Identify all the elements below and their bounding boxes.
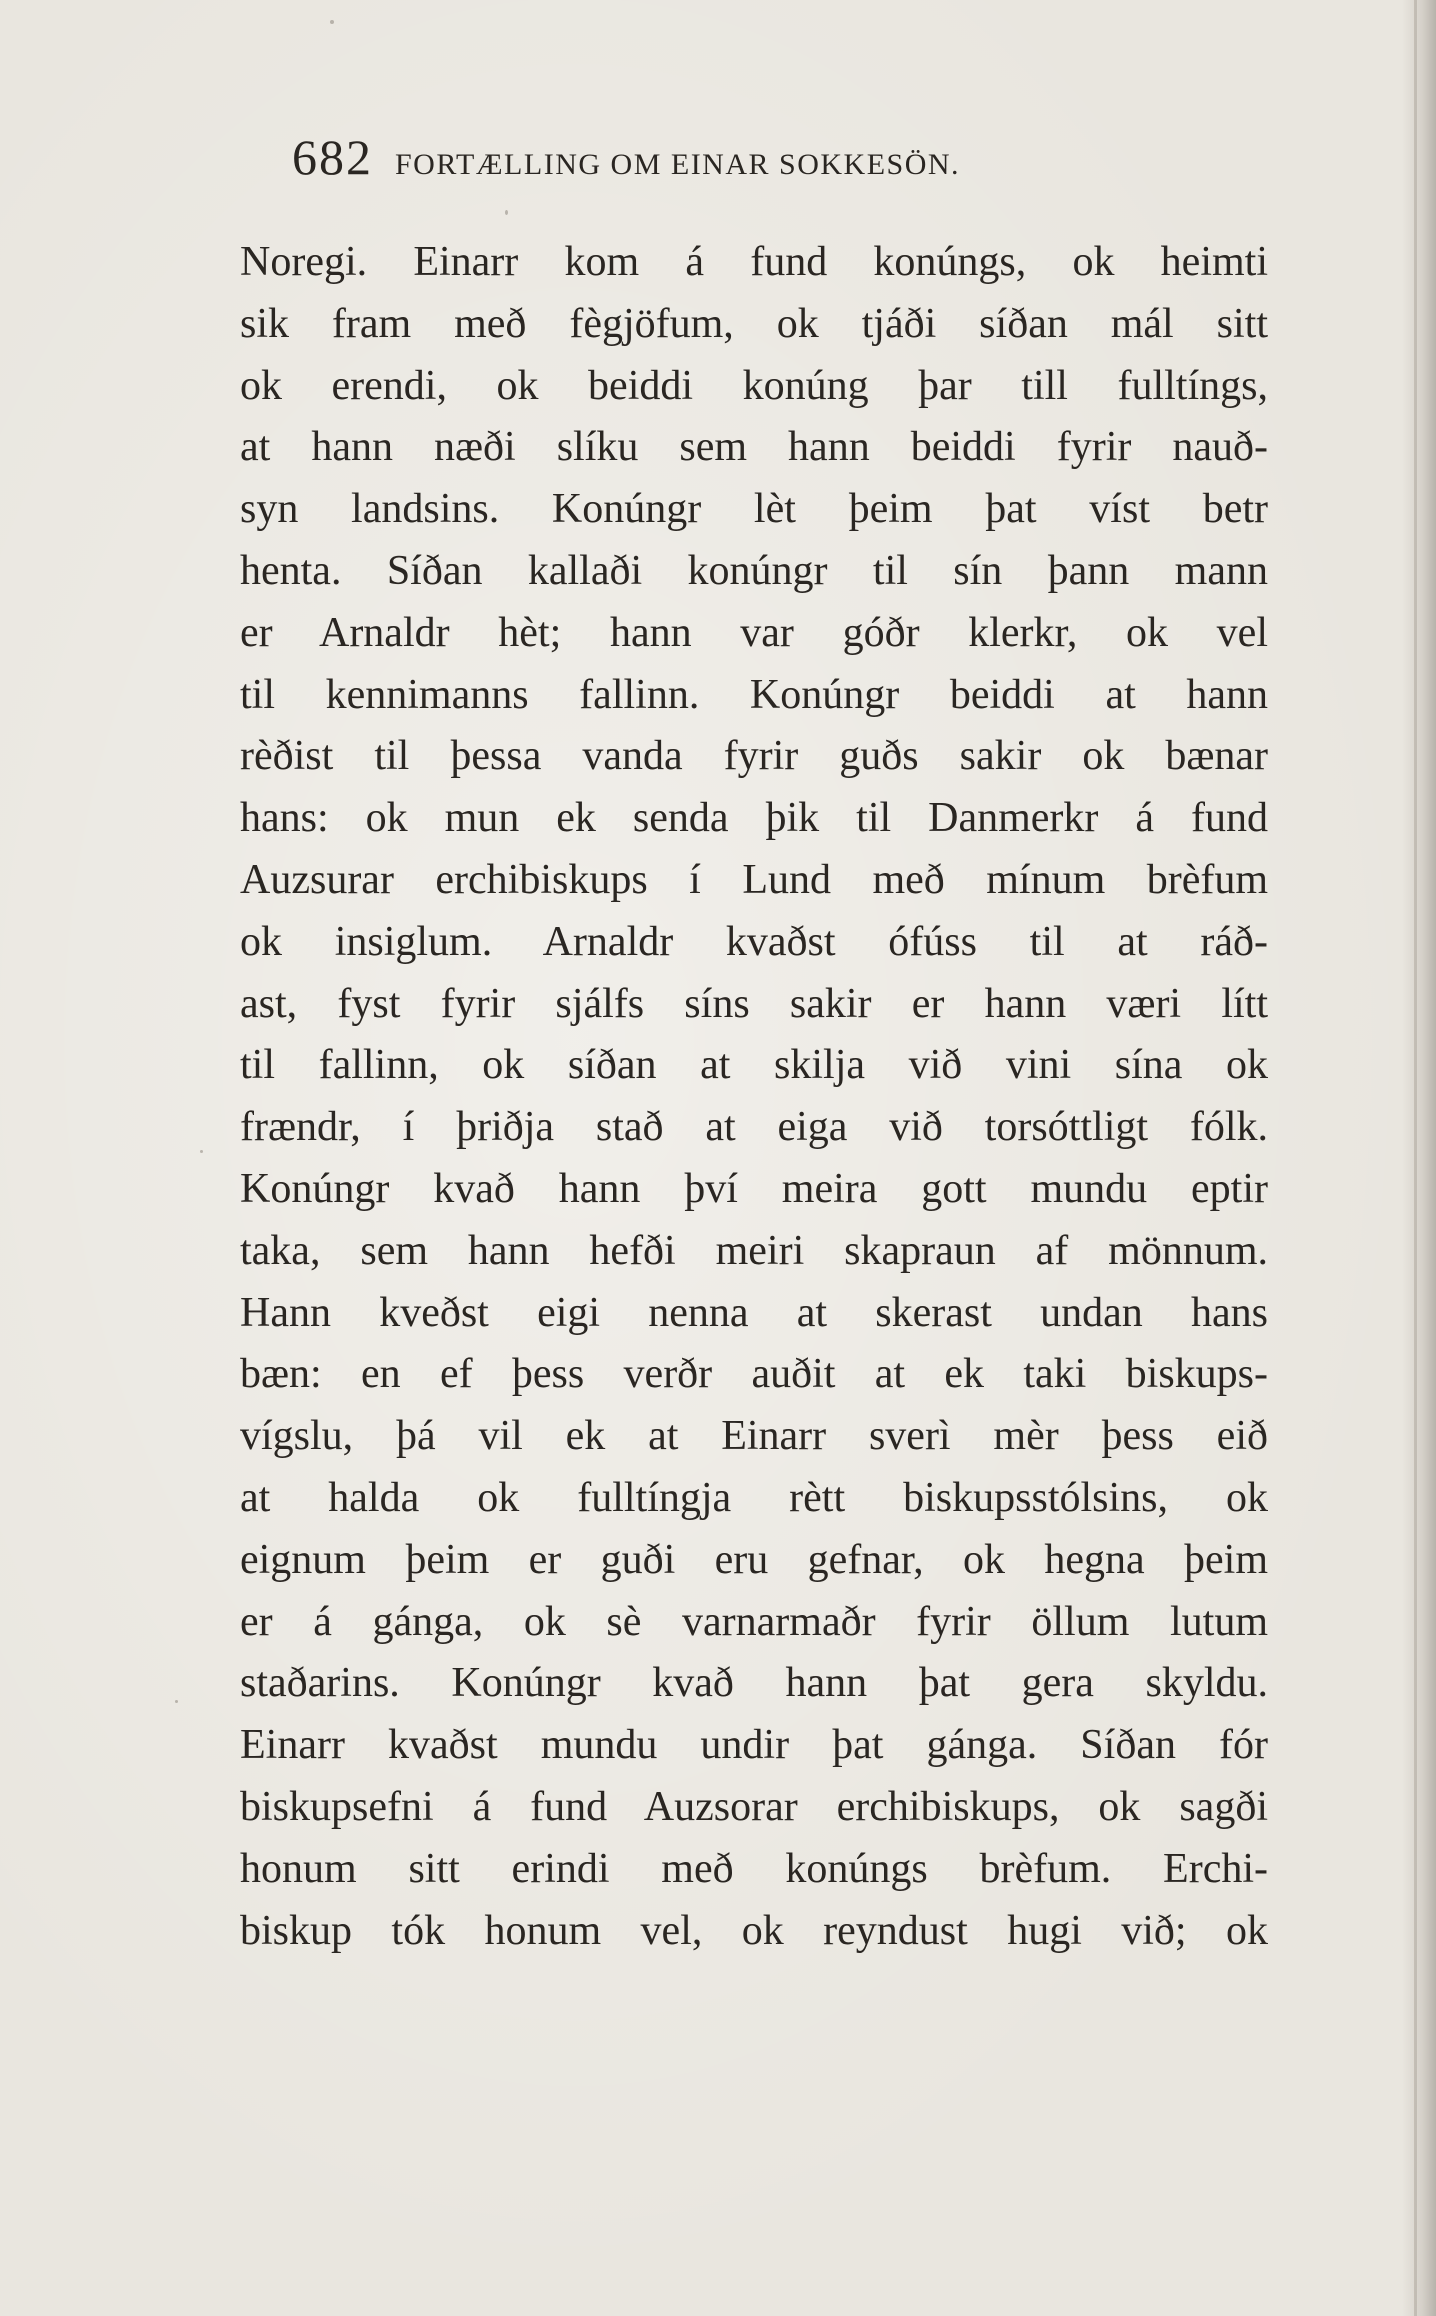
text-line: sik fram með fègjöfum, ok tjáði síðan mál sitt: [240, 300, 1268, 347]
paper-speck: [200, 1150, 203, 1153]
text-line: at hann næði slíku sem hann beiddi fyrir nauð-: [240, 424, 1268, 471]
text-line: frændr, í þriðja stað at eiga við torsóttligt fólk.: [240, 1104, 1268, 1151]
text-line: til fallinn, ok síðan at skilja við vini sína ok: [240, 1042, 1268, 1089]
text-line: vígslu, þá vil ek at Einarr sverì mèr þess eið: [240, 1413, 1268, 1460]
text-line: er á gánga, ok sè varnarmaðr fyrir öllum lutum: [240, 1598, 1268, 1645]
text-line: taka, sem hann hefði meiri skapraun af mönnum.: [240, 1227, 1268, 1274]
text-line: staðarins. Konúngr kvað hann þat gera skyldu.: [240, 1660, 1268, 1707]
text-line: Einarr kvaðst mundu undir þat gánga. Síðan fór: [240, 1722, 1268, 1769]
paper-speck: [330, 20, 334, 24]
running-title: FORTÆLLING OM EINAR SOKKESÖN.: [395, 148, 961, 181]
text-line: biskup tók honum vel, ok reyndust hugi við; ok: [240, 1907, 1268, 1954]
text-line: Auzsurar erchibiskups í Lund með mínum brèfum: [240, 856, 1268, 903]
text-line: Konúngr kvað hann því meira gott mundu eptir: [240, 1165, 1268, 1212]
paper-speck: [505, 210, 508, 215]
text-line: syn landsins. Konúngr lèt þeim þat víst betr: [240, 486, 1268, 533]
text-line: bæn: en ef þess verðr auðit at ek taki biskups-: [240, 1351, 1268, 1398]
text-line: hans: ok mun ek senda þik til Danmerkr á fund: [240, 795, 1268, 842]
page-edge-shadow: [1402, 0, 1436, 2316]
text-line: biskupsefni á fund Auzsorar erchibiskups, ok sagði: [240, 1783, 1268, 1830]
text-line: er Arnaldr hèt; hann var góðr klerkr, ok vel: [240, 609, 1268, 656]
text-line: ok insiglum. Arnaldr kvaðst ófúss til at ráð-: [240, 918, 1268, 965]
text-line: ok erendi, ok beiddi konúng þar till fulltíngs,: [240, 362, 1268, 409]
running-head: [292, 128, 1272, 188]
text-line: Hann kveðst eigi nenna at skerast undan hans: [240, 1289, 1268, 1336]
body-text: [240, 232, 1268, 1962]
page-number: 682: [292, 129, 373, 185]
text-line: Noregi. Einarr kom á fund konúngs, ok heimti: [240, 239, 1268, 285]
text-line: eignum þeim er guði eru gefnar, ok hegna þeim: [240, 1536, 1268, 1583]
text-line: henta. Síðan kallaði konúngr til sín þann mann: [240, 547, 1268, 594]
text-line: honum sitt erindi með konúngs brèfum. Erchi-: [240, 1845, 1268, 1892]
text-line: ast, fyst fyrir sjálfs síns sakir er hann væri lítt: [240, 980, 1268, 1027]
paper-speck: [175, 1700, 178, 1703]
text-line: at halda ok fulltíngja rètt biskupsstólsins, ok: [240, 1474, 1268, 1521]
text-line: til kennimanns fallinn. Konúngr beiddi at hann: [240, 671, 1268, 718]
text-line: rèðist til þessa vanda fyrir guðs sakir ok bænar: [240, 733, 1268, 780]
